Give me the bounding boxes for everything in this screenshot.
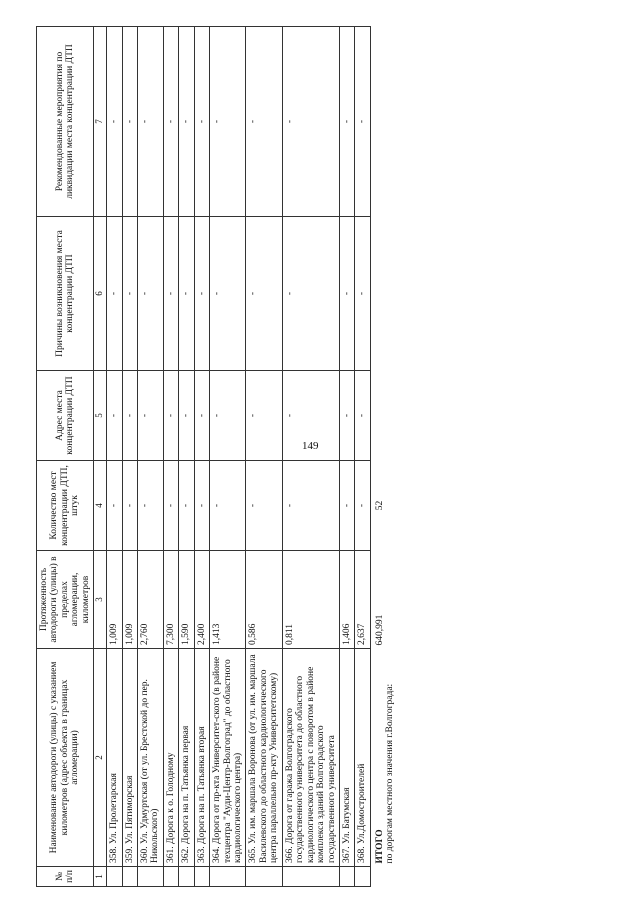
- road-name-cell: 360. Ул. Удмуртская (от ул. Брестской до пер. Никольского): [137, 649, 163, 867]
- address-cell: -: [163, 371, 178, 461]
- total-row: [370, 27, 397, 887]
- road-name-cell: 363. Дорога на п. Татьянка вторая: [194, 649, 209, 867]
- measures-cell: -: [163, 27, 178, 217]
- total-count: 52: [374, 500, 385, 511]
- road-name-cell: 358. Ул. Пролетарская: [107, 649, 122, 867]
- header-road-name: Наименование автодороги (улицы) с указанием километров (адрес объекта в границах агломерации): [37, 649, 94, 867]
- count-cell: -: [137, 461, 163, 551]
- row-index-cell: [107, 867, 122, 887]
- count-cell: -: [122, 461, 137, 551]
- header-count: Количество мест концентрации ДТП, штук: [37, 461, 94, 551]
- length-cell: 1,009: [122, 551, 137, 649]
- road-name-cell: 361. Дорога к о. Голодному: [163, 649, 178, 867]
- row-index-cell: [210, 867, 246, 887]
- road-name-cell: 359. Ул. Пятиморская: [122, 649, 137, 867]
- causes-cell: -: [339, 217, 354, 371]
- row-index-cell: [246, 867, 282, 887]
- table-body: [107, 27, 398, 887]
- column-number: 2: [94, 649, 107, 867]
- row-index-cell: [122, 867, 137, 887]
- measures-cell: -: [179, 27, 194, 217]
- measures-cell: -: [137, 27, 163, 217]
- address-cell: -: [339, 371, 354, 461]
- column-number-row: [94, 27, 107, 887]
- row-index-cell: [194, 867, 209, 887]
- count-cell: -: [107, 461, 122, 551]
- address-cell: -: [355, 371, 370, 461]
- measures-cell: -: [210, 27, 246, 217]
- row-index-cell: [339, 867, 354, 887]
- header-measures: Рекомендованные мероприятия по ликвидации места концентрации ДТП: [37, 27, 94, 217]
- measures-cell: -: [246, 27, 282, 217]
- total-label-cell: [370, 649, 397, 867]
- column-number: 3: [94, 551, 107, 649]
- length-cell: 0,811: [282, 551, 339, 649]
- measures-cell: -: [355, 27, 370, 217]
- road-name-cell: 365. Ул. им. маршала Воронова (от ул. им. маршала Василевского до областного кардиологического центра параллельно пр-кту Университетскому): [246, 649, 282, 867]
- column-number: 4: [94, 461, 107, 551]
- count-cell: -: [179, 461, 194, 551]
- causes-cell: -: [163, 217, 178, 371]
- length-cell: 0,586: [246, 551, 282, 649]
- header-num: № п/п: [37, 867, 94, 887]
- road-name-cell: 368. Ул.Домостроителей: [355, 649, 370, 867]
- address-cell: -: [107, 371, 122, 461]
- header-causes: Причины возникновения места концентрации ДТП: [37, 217, 94, 371]
- causes-cell: -: [107, 217, 122, 371]
- measures-cell: -: [194, 27, 209, 217]
- page-number: 149: [302, 440, 319, 452]
- table-row: [339, 27, 354, 887]
- table-row: [137, 27, 163, 887]
- causes-cell: -: [282, 217, 339, 371]
- header-length: Протяженность автодороги (улицы) в пределах агломерации, километров: [37, 551, 94, 649]
- total-label: ИТОГО: [374, 829, 385, 864]
- address-cell: -: [246, 371, 282, 461]
- length-cell: 1,406: [339, 551, 354, 649]
- road-name-cell: 366. Дорога от гаража Волгоградского государственного университета до областного кардиологического центра с поворотом в районе комплекса зданий Волгоградского государственного университета: [282, 649, 339, 867]
- table-row: [355, 27, 370, 887]
- length-cell: 1,413: [210, 551, 246, 649]
- table-row: [179, 27, 194, 887]
- total-spacer: [370, 867, 397, 887]
- measures-cell: -: [107, 27, 122, 217]
- length-cell: 2,400: [194, 551, 209, 649]
- causes-cell: -: [246, 217, 282, 371]
- row-index-cell: [179, 867, 194, 887]
- address-cell: -: [137, 371, 163, 461]
- count-cell: -: [210, 461, 246, 551]
- header-row: [37, 27, 94, 887]
- count-cell: -: [282, 461, 339, 551]
- row-index-cell: [137, 867, 163, 887]
- table-row: [122, 27, 137, 887]
- column-number: 7: [94, 27, 107, 217]
- road-table: [36, 26, 398, 887]
- measures-cell: -: [282, 27, 339, 217]
- measures-cell: -: [122, 27, 137, 217]
- table-row: [246, 27, 282, 887]
- table-row: [282, 27, 339, 887]
- total-sublabel: по дорогам местного значения г.Волгограда:: [385, 683, 396, 864]
- column-number: 1: [94, 867, 107, 887]
- column-number: 6: [94, 217, 107, 371]
- length-cell: 2,637: [355, 551, 370, 649]
- total-empty: [370, 217, 397, 371]
- measures-cell: -: [339, 27, 354, 217]
- count-cell: -: [163, 461, 178, 551]
- road-name-cell: 362. Дорога на п. Татьянка первая: [179, 649, 194, 867]
- address-cell: -: [179, 371, 194, 461]
- count-cell: -: [355, 461, 370, 551]
- road-name-cell: 364. Дорога от пр-кта Университет-ского (в районе техцентра "Ауди-Центр-Волгоград" до областного кардиологического центра): [210, 649, 246, 867]
- causes-cell: -: [137, 217, 163, 371]
- header-address: Адрес места концентрации ДТП: [37, 371, 94, 461]
- table-row: [107, 27, 122, 887]
- row-index-cell: [355, 867, 370, 887]
- length-cell: 2,760: [137, 551, 163, 649]
- total-length: 640,991: [374, 614, 385, 646]
- causes-cell: -: [122, 217, 137, 371]
- table-row: [194, 27, 209, 887]
- length-cell: 1,009: [107, 551, 122, 649]
- causes-cell: -: [355, 217, 370, 371]
- table-row: [210, 27, 246, 887]
- address-cell: -: [122, 371, 137, 461]
- address-cell: -: [282, 371, 339, 461]
- total-empty: [370, 27, 397, 217]
- road-name-cell: 367. Ул. Батумская: [339, 649, 354, 867]
- count-cell: -: [194, 461, 209, 551]
- row-index-cell: [282, 867, 339, 887]
- address-cell: -: [210, 371, 246, 461]
- table-row: [163, 27, 178, 887]
- count-cell: -: [339, 461, 354, 551]
- causes-cell: -: [210, 217, 246, 371]
- length-cell: 7,300: [163, 551, 178, 649]
- length-cell: 1,590: [179, 551, 194, 649]
- rotated-sheet: [36, 27, 606, 887]
- causes-cell: -: [179, 217, 194, 371]
- count-cell: -: [246, 461, 282, 551]
- causes-cell: -: [194, 217, 209, 371]
- address-cell: -: [194, 371, 209, 461]
- column-number: 5: [94, 371, 107, 461]
- total-empty: [370, 371, 397, 461]
- row-index-cell: [163, 867, 178, 887]
